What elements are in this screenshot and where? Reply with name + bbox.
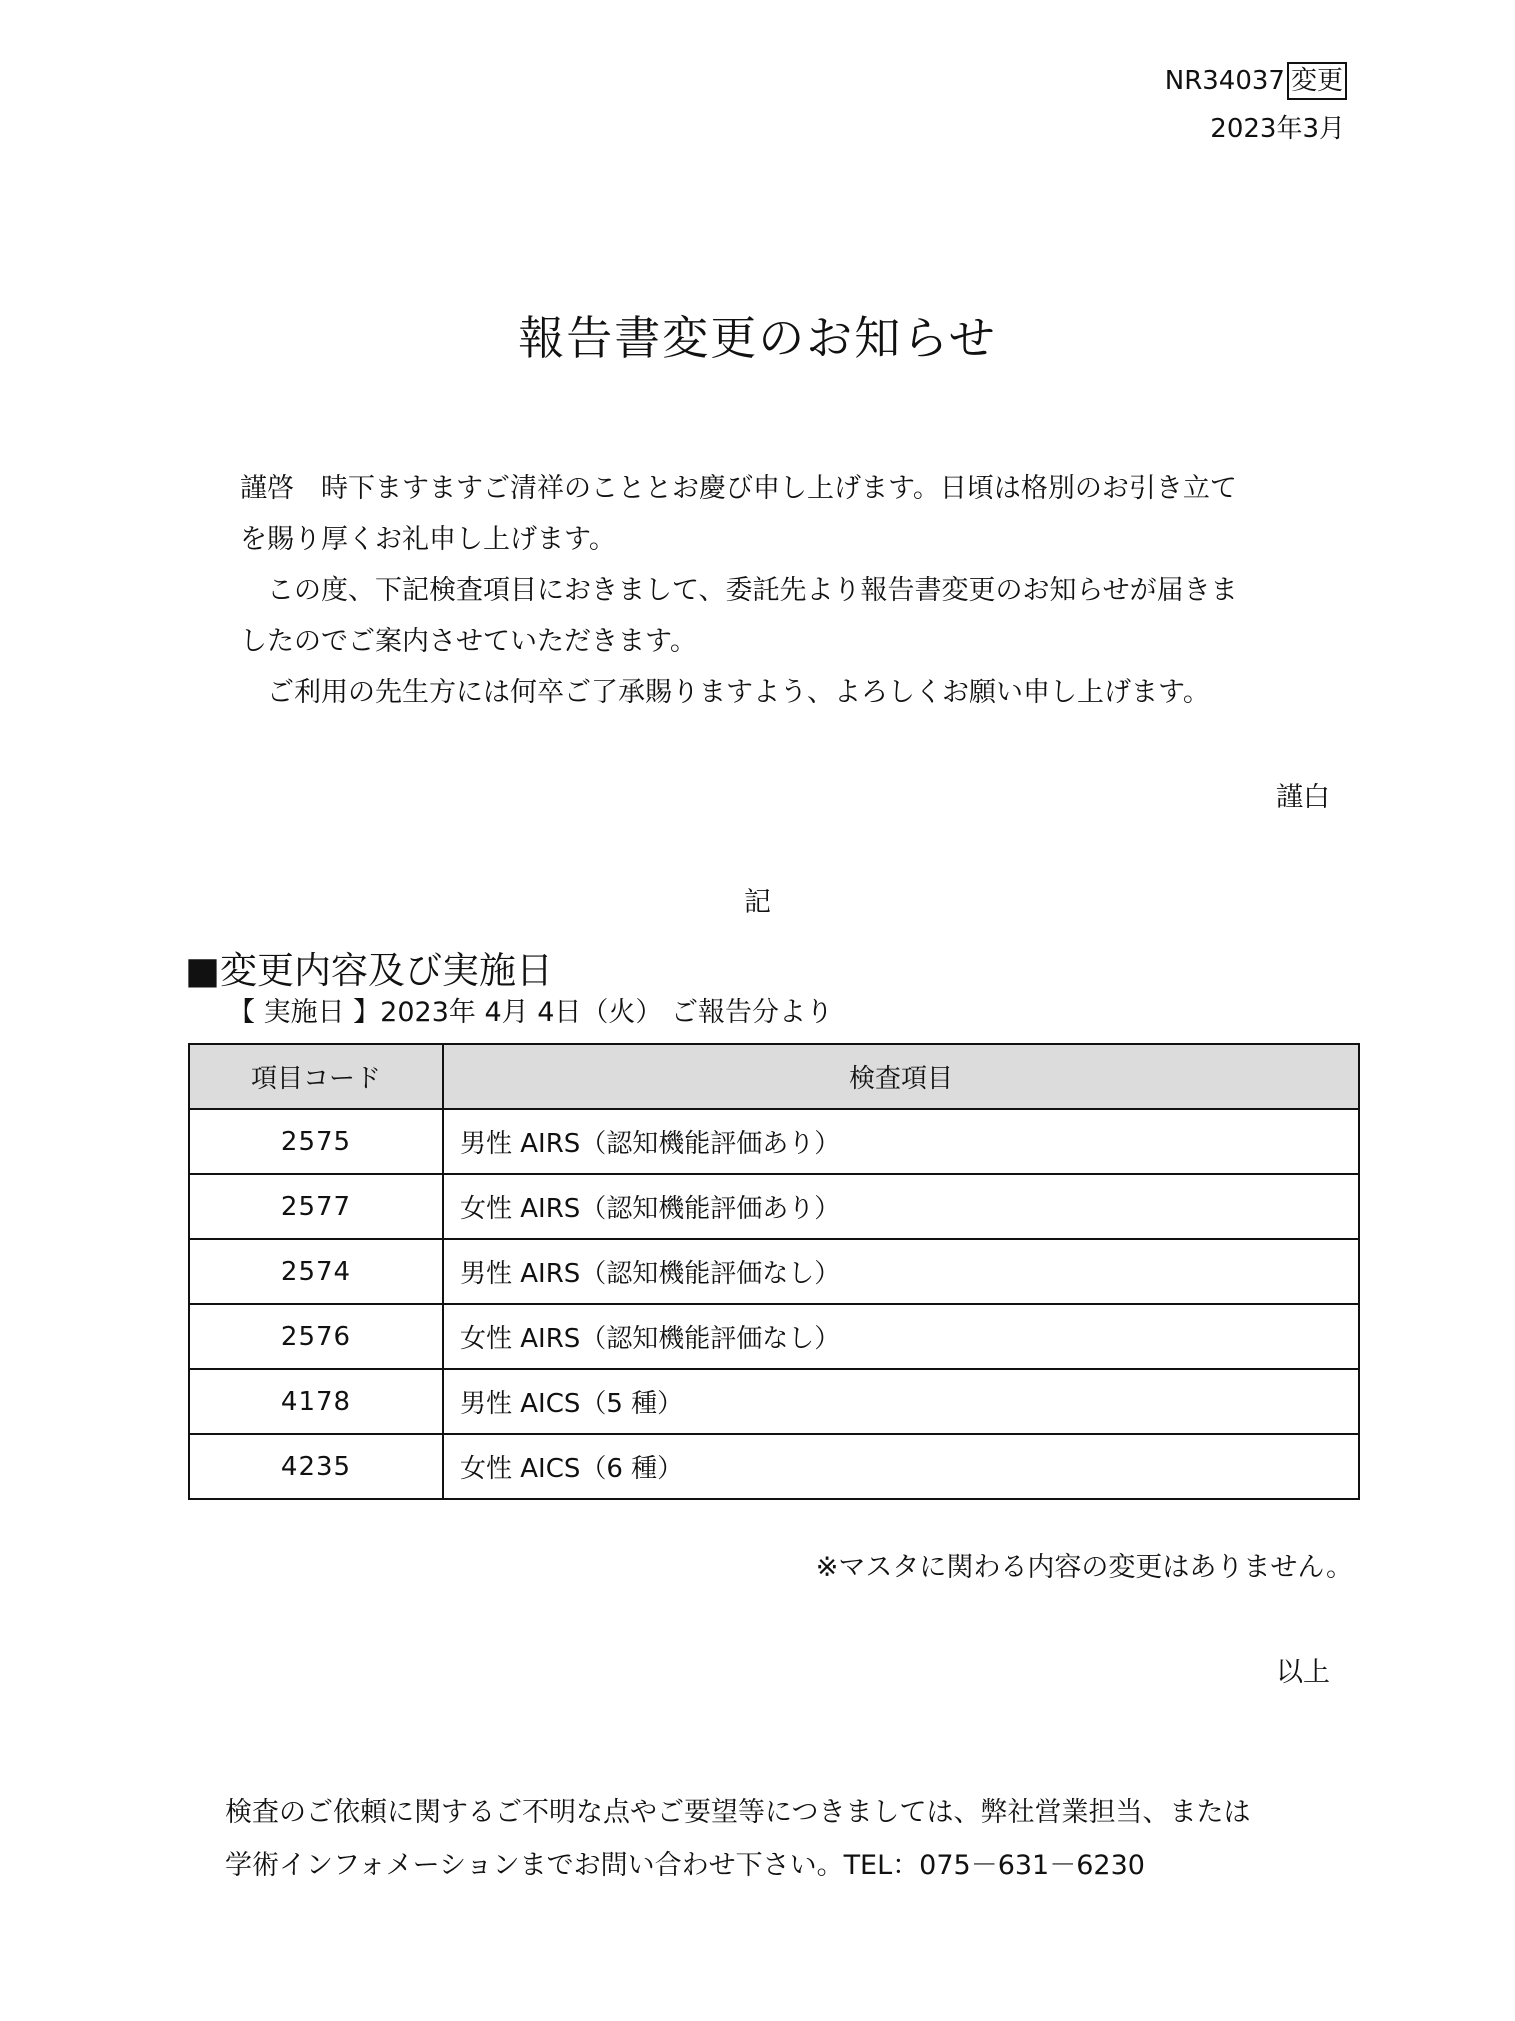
- header-item-code: 項目コード: [189, 1044, 443, 1109]
- ki-heading: 記: [744, 887, 771, 918]
- test-item-cell: 女性 AIRS（認知機能評価あり）: [443, 1174, 1359, 1239]
- table-header-row: [189, 1044, 1359, 1109]
- test-item-cell: 男性 AIRS（認知機能評価なし）: [443, 1239, 1359, 1304]
- test-item-cell: 男性 AIRS（認知機能評価あり）: [443, 1109, 1359, 1174]
- item-code-cell: 2577: [189, 1174, 443, 1239]
- table-row: [189, 1174, 1359, 1239]
- end-mark: 以上: [1276, 1657, 1330, 1688]
- test-item-cell: 女性 AIRS（認知機能評価なし）: [443, 1304, 1359, 1369]
- contact-line-1: 検査のご依頼に関するご不明な点やご要望等につきましては、弊社営業担当、または: [225, 1797, 1251, 1828]
- item-code-cell: 4235: [189, 1434, 443, 1499]
- table-row: [189, 1239, 1359, 1304]
- body-line-3: この度、下記検査項目におきまして、委託先より報告書変更のお知らせが届きま: [240, 575, 1238, 606]
- header-test-item: 検査項目: [443, 1044, 1359, 1109]
- test-item-cell: 男性 AICS（5 種）: [443, 1369, 1359, 1434]
- table-row: [189, 1304, 1359, 1369]
- body-line-2: を賜り厚くお礼申し上げます。: [240, 524, 616, 555]
- item-code-cell: 2575: [189, 1109, 443, 1174]
- item-code-cell: 4178: [189, 1369, 443, 1434]
- body-line-4: したのでご案内させていただきます。: [240, 626, 697, 657]
- closing-salutation: 謹白: [1276, 782, 1330, 813]
- master-note: ※マスタに関わる内容の変更はありません。: [815, 1552, 1353, 1583]
- body-line-5: ご利用の先生方には何卒ご了承賜りますよう、よろしくお願い申し上げます。: [240, 677, 1210, 708]
- issue-date: 2023年3月: [1210, 114, 1345, 144]
- implementation-date: 【 実施日 】2023年 4月 4日（火） ご報告分より: [228, 997, 833, 1028]
- document-number: [1165, 62, 1347, 100]
- item-code-cell: 2574: [189, 1239, 443, 1304]
- section-title: ■変更内容及び実施日: [185, 949, 553, 992]
- test-item-cell: 女性 AICS（6 種）: [443, 1434, 1359, 1499]
- items-table: [188, 1043, 1360, 1500]
- body-line-1: 謹啓 時下ますますご清祥のこととお慶び申し上げます。日頃は格別のお引き立て: [240, 473, 1237, 504]
- table-row: [189, 1434, 1359, 1499]
- contact-line-2: 学術インフォメーションまでお問い合わせ下さい。TEL：075－631－6230: [225, 1850, 1145, 1881]
- table-row: [189, 1109, 1359, 1174]
- change-tag-box: 変更: [1287, 62, 1347, 100]
- table-row: [189, 1369, 1359, 1434]
- document-number-text: NR34037: [1164, 66, 1285, 96]
- page-title: 報告書変更のお知らせ: [518, 311, 997, 365]
- item-code-cell: 2576: [189, 1304, 443, 1369]
